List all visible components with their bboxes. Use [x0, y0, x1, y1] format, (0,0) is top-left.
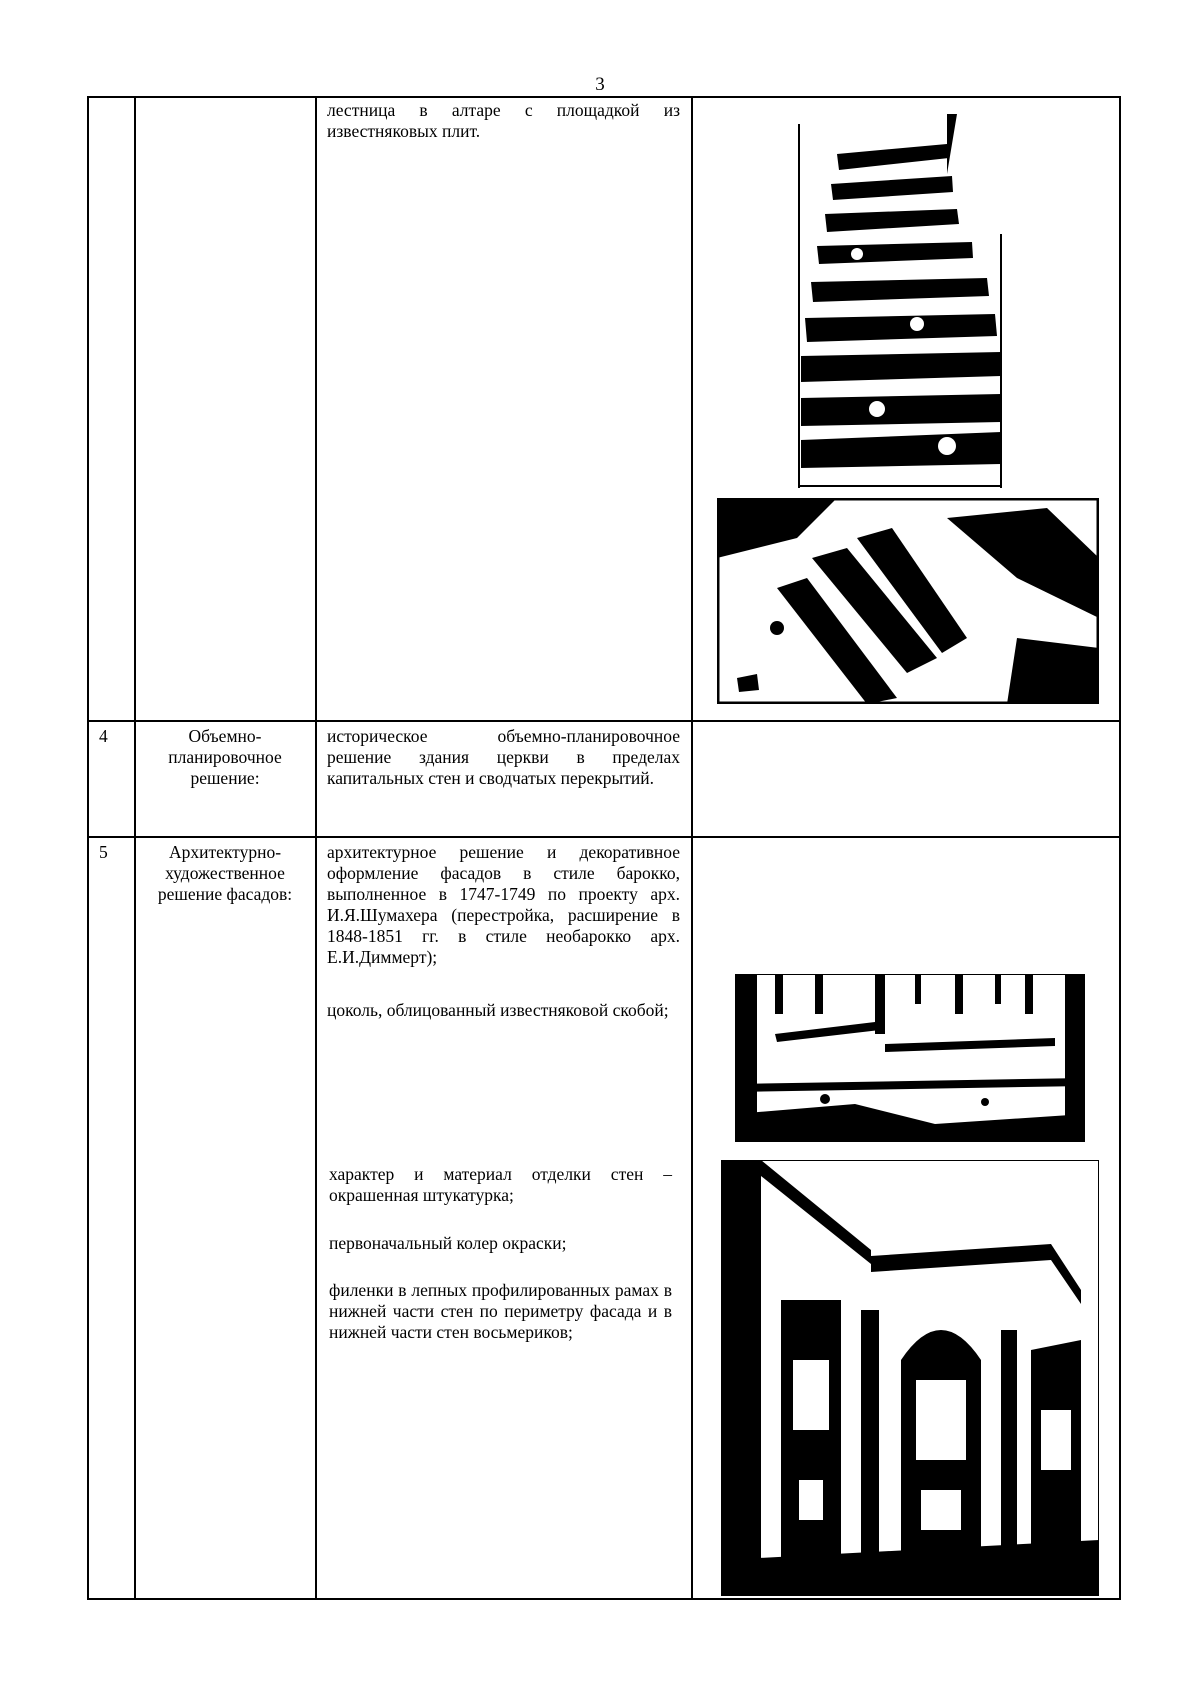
row-feature-text: архитектурное решение и декоративное оформление фасадов в стиле барокко, выполненное в 1747-1749 по проекту арх. И.Я.Шумахера (перестройка, расширение в 1848-1851 гг. в стиле необарокко арх. Е.И.Диммерт);: [327, 842, 680, 967]
table-border-right: [1119, 96, 1121, 1600]
table-border-bottom: [87, 1598, 1121, 1600]
row-feature-text: историческое объемно-планировочное решение здания церкви в пределах капитальных стен и сводчатых перекрытий.: [327, 726, 680, 788]
row-number: 4: [99, 726, 108, 746]
row-divider: [87, 720, 1121, 722]
row-feature-text: первоначальный колер окраски;: [329, 1233, 567, 1253]
photo-church-facade: [721, 1160, 1099, 1596]
photo-limestone-landing: [717, 498, 1099, 704]
photo-limestone-plinth: [735, 974, 1085, 1142]
column-divider: [315, 96, 317, 1600]
row-feature-text: характер и материал отделки стен – окрашенная штукатурка;: [329, 1164, 672, 1205]
row-feature-text: лестница в алтаре с площадкой из известняковых плит.: [327, 100, 680, 141]
monument-features-table: [87, 96, 1121, 1600]
row-number: 5: [99, 842, 108, 862]
row-category-name: Архитектурно-художественное решение фасадов:: [157, 842, 293, 904]
table-border-top: [87, 96, 1121, 98]
row-feature-text: цоколь, облицованный известняковой скобой;: [327, 1000, 669, 1020]
page-number: 3: [595, 74, 605, 95]
photo-altar-staircase: [797, 114, 1015, 488]
row-category-name: Объемно-планировочное решение:: [168, 726, 282, 788]
column-divider: [134, 96, 136, 1600]
row-feature-text: филенки в лепных профилированных рамах в нижней части стен по периметру фасада и в нижней части стен восьмериков;: [329, 1280, 672, 1342]
table-border-left: [87, 96, 89, 1600]
column-divider: [691, 96, 693, 1600]
row-divider: [87, 836, 1121, 838]
